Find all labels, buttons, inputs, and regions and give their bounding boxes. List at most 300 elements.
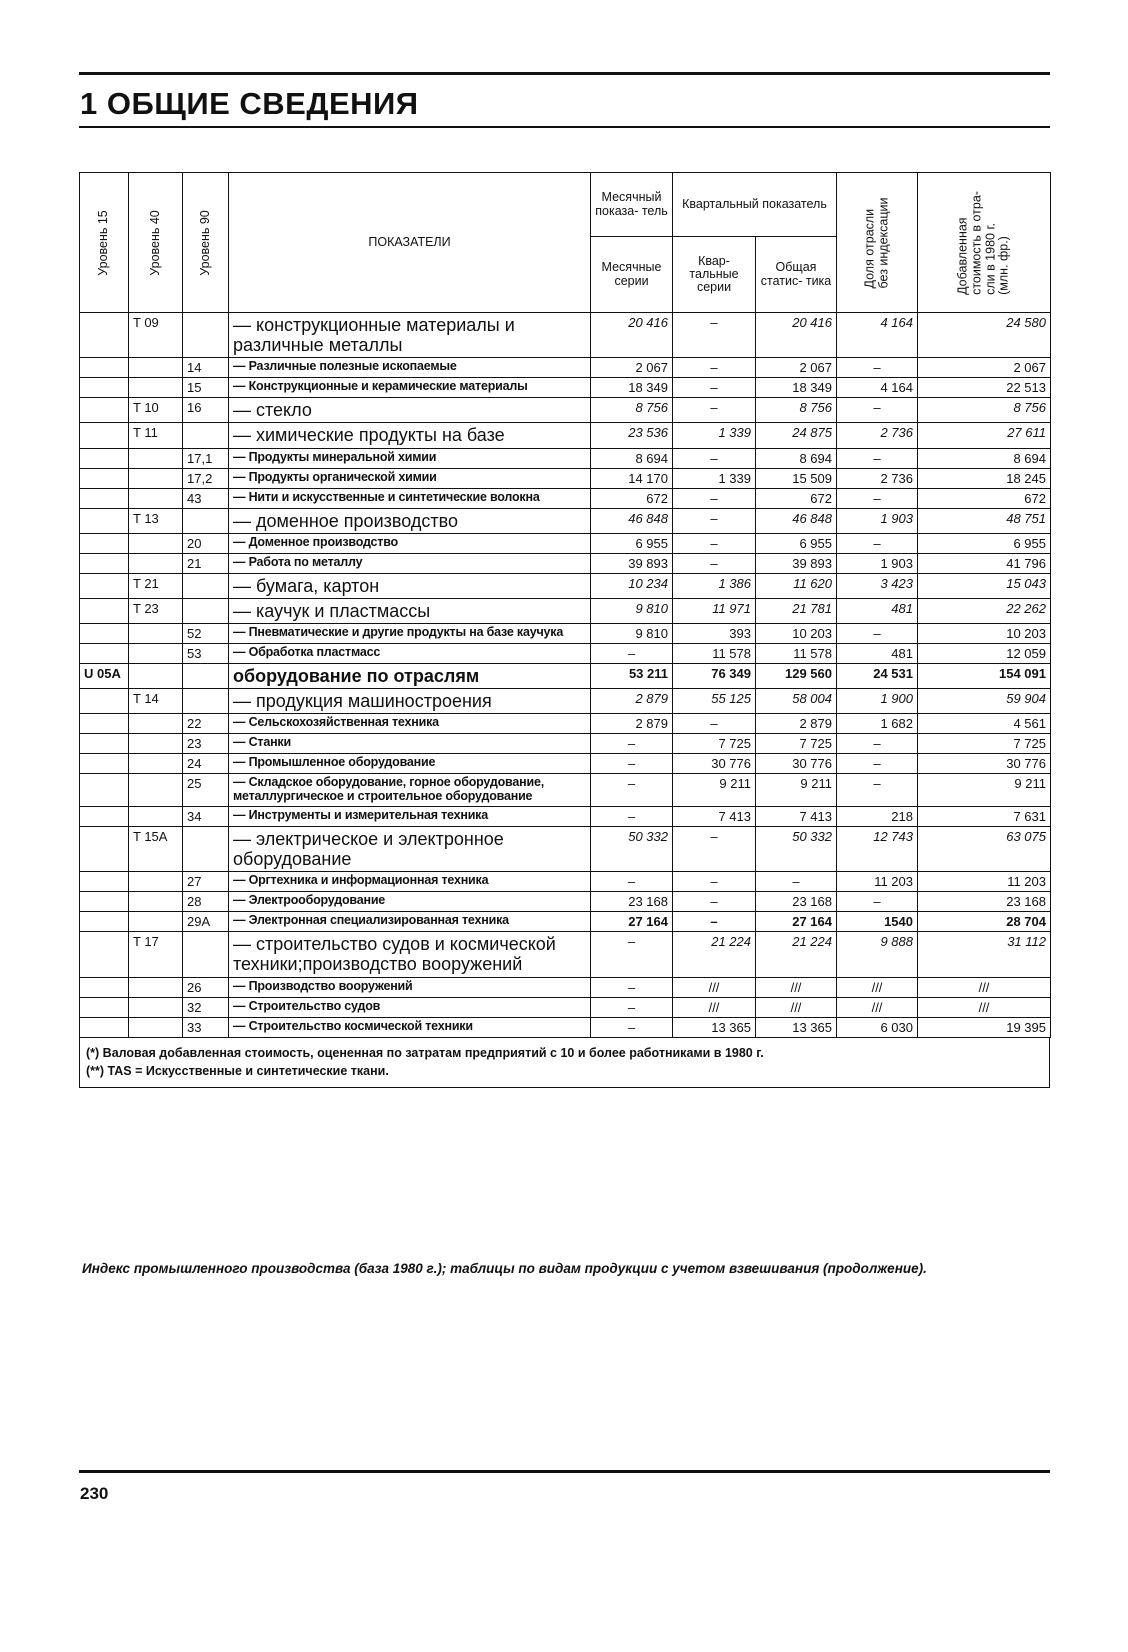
cell-l40 bbox=[129, 664, 183, 689]
cell-l15 bbox=[80, 468, 129, 488]
cell-l90: 53 bbox=[183, 644, 229, 664]
cell-name: — доменное производство bbox=[229, 508, 591, 533]
cell-a: 8 694 bbox=[918, 448, 1051, 468]
cell-l15: U 05A bbox=[80, 664, 129, 689]
cell-l15 bbox=[80, 624, 129, 644]
cell-a: 41 796 bbox=[918, 553, 1051, 573]
table-row bbox=[80, 533, 1051, 553]
cell-t: 11 578 bbox=[756, 644, 837, 664]
cell-m: 8 694 bbox=[591, 448, 673, 468]
cell-a: 12 059 bbox=[918, 644, 1051, 664]
cell-s: – bbox=[837, 488, 918, 508]
cell-name: — Пневматические и другие продукты на базе каучука bbox=[229, 624, 591, 644]
cell-l40 bbox=[129, 378, 183, 398]
cell-q: – bbox=[673, 398, 756, 423]
cell-l40 bbox=[129, 468, 183, 488]
cell-q: – bbox=[673, 553, 756, 573]
cell-s: 12 743 bbox=[837, 826, 918, 871]
cell-q: 1 386 bbox=[673, 573, 756, 598]
cell-t: 50 332 bbox=[756, 826, 837, 871]
cell-q: – bbox=[673, 508, 756, 533]
data-table-container bbox=[79, 172, 1050, 1088]
cell-a: 27 611 bbox=[918, 423, 1051, 448]
cell-l40 bbox=[129, 754, 183, 774]
cell-m: – bbox=[591, 644, 673, 664]
cell-l90: 52 bbox=[183, 624, 229, 644]
cell-l40: T 14 bbox=[129, 689, 183, 714]
cell-m: 20 416 bbox=[591, 313, 673, 358]
cell-l40 bbox=[129, 714, 183, 734]
cell-l15 bbox=[80, 1017, 129, 1037]
cell-a: 23 168 bbox=[918, 892, 1051, 912]
cell-q: – bbox=[673, 358, 756, 378]
table-row bbox=[80, 448, 1051, 468]
cell-a: 18 245 bbox=[918, 468, 1051, 488]
cell-s: – bbox=[837, 358, 918, 378]
cell-l40 bbox=[129, 488, 183, 508]
cell-q: – bbox=[673, 488, 756, 508]
table-row bbox=[80, 664, 1051, 689]
cell-q: 21 224 bbox=[673, 932, 756, 977]
cell-t: 30 776 bbox=[756, 754, 837, 774]
cell-m: 27 164 bbox=[591, 912, 673, 932]
cell-s: 1 903 bbox=[837, 553, 918, 573]
cell-l15 bbox=[80, 553, 129, 573]
cell-t: 13 365 bbox=[756, 1017, 837, 1037]
cell-l90: 33 bbox=[183, 1017, 229, 1037]
cell-t: 672 bbox=[756, 488, 837, 508]
cell-name: — Продукты минеральной химии bbox=[229, 448, 591, 468]
cell-s: 2 736 bbox=[837, 423, 918, 448]
cell-l40 bbox=[129, 533, 183, 553]
cell-q: – bbox=[673, 313, 756, 358]
cell-l90: 34 bbox=[183, 806, 229, 826]
cell-t: – bbox=[756, 872, 837, 892]
cell-s: 9 888 bbox=[837, 932, 918, 977]
cell-q: – bbox=[673, 448, 756, 468]
cell-s: – bbox=[837, 774, 918, 807]
cell-name: — электрическое и электронное оборудование bbox=[229, 826, 591, 871]
cell-l15 bbox=[80, 932, 129, 977]
cell-q: – bbox=[673, 892, 756, 912]
cell-a: 4 561 bbox=[918, 714, 1051, 734]
cell-l15 bbox=[80, 774, 129, 807]
cell-m: 53 211 bbox=[591, 664, 673, 689]
cell-l40 bbox=[129, 912, 183, 932]
cell-l40: T 11 bbox=[129, 423, 183, 448]
cell-a: 7 725 bbox=[918, 734, 1051, 754]
cell-m: 23 536 bbox=[591, 423, 673, 448]
table-row bbox=[80, 689, 1051, 714]
cell-name: — конструкционные материалы и различные металлы bbox=[229, 313, 591, 358]
footnote: (**) TAS = Искусственные и синтетические ткани. bbox=[86, 1064, 389, 1079]
cell-l40 bbox=[129, 734, 183, 754]
cell-m: – bbox=[591, 754, 673, 774]
table-row bbox=[80, 714, 1051, 734]
cell-name: — химические продукты на базе bbox=[229, 423, 591, 448]
table-row bbox=[80, 313, 1051, 358]
table-row bbox=[80, 488, 1051, 508]
cell-q: 76 349 bbox=[673, 664, 756, 689]
cell-t: 21 781 bbox=[756, 598, 837, 623]
table-row bbox=[80, 912, 1051, 932]
cell-a: 19 395 bbox=[918, 1017, 1051, 1037]
cell-l90 bbox=[183, 313, 229, 358]
quarterly-series-header: Квар- тальные серии bbox=[673, 237, 756, 313]
cell-l90: 14 bbox=[183, 358, 229, 378]
table-row bbox=[80, 932, 1051, 977]
cell-l90 bbox=[183, 573, 229, 598]
cell-a: 154 091 bbox=[918, 664, 1051, 689]
cell-l90: 21 bbox=[183, 553, 229, 573]
cell-l15 bbox=[80, 573, 129, 598]
cell-q: 13 365 bbox=[673, 1017, 756, 1037]
cell-t: /// bbox=[756, 977, 837, 997]
cell-name: — Доменное производство bbox=[229, 533, 591, 553]
cell-q: 9 211 bbox=[673, 774, 756, 807]
table-row bbox=[80, 977, 1051, 997]
cell-name: — Складское оборудование, горное оборудование, металлургическое и строительное оборудование bbox=[229, 774, 591, 807]
cell-l90: 23 bbox=[183, 734, 229, 754]
cell-name: — Различные полезные ископаемые bbox=[229, 358, 591, 378]
cell-l15 bbox=[80, 488, 129, 508]
cell-m: – bbox=[591, 1017, 673, 1037]
cell-l15 bbox=[80, 598, 129, 623]
cell-l15 bbox=[80, 826, 129, 871]
level15-header: Уровень 15 bbox=[80, 173, 129, 313]
cell-l15 bbox=[80, 358, 129, 378]
production-index-table bbox=[79, 172, 1051, 1038]
cell-a: 6 955 bbox=[918, 533, 1051, 553]
cell-a: 10 203 bbox=[918, 624, 1051, 644]
cell-l15 bbox=[80, 508, 129, 533]
cell-s: 1540 bbox=[837, 912, 918, 932]
page-title: 1 ОБЩИЕ СВЕДЕНИЯ bbox=[80, 86, 419, 121]
cell-l40: T 21 bbox=[129, 573, 183, 598]
cell-t: 24 875 bbox=[756, 423, 837, 448]
cell-l40 bbox=[129, 644, 183, 664]
cell-s: 24 531 bbox=[837, 664, 918, 689]
table-row bbox=[80, 624, 1051, 644]
cell-a: 11 203 bbox=[918, 872, 1051, 892]
cell-l15 bbox=[80, 689, 129, 714]
cell-s: 481 bbox=[837, 644, 918, 664]
table-body bbox=[80, 313, 1051, 1038]
cell-l90 bbox=[183, 826, 229, 871]
cell-t: 27 164 bbox=[756, 912, 837, 932]
cell-l90: 24 bbox=[183, 754, 229, 774]
cell-m: 9 810 bbox=[591, 598, 673, 623]
cell-l40 bbox=[129, 448, 183, 468]
cell-s: 4 164 bbox=[837, 313, 918, 358]
cell-s: 3 423 bbox=[837, 573, 918, 598]
cell-l90: 26 bbox=[183, 977, 229, 997]
cell-a: /// bbox=[918, 977, 1051, 997]
cell-m: 9 810 bbox=[591, 624, 673, 644]
cell-s: 11 203 bbox=[837, 872, 918, 892]
cell-l40 bbox=[129, 553, 183, 573]
cell-l15 bbox=[80, 754, 129, 774]
cell-t: 7 413 bbox=[756, 806, 837, 826]
cell-s: – bbox=[837, 398, 918, 423]
cell-l90: 43 bbox=[183, 488, 229, 508]
cell-l40: T 10 bbox=[129, 398, 183, 423]
cell-l40: T 15A bbox=[129, 826, 183, 871]
cell-a: 48 751 bbox=[918, 508, 1051, 533]
cell-l15 bbox=[80, 533, 129, 553]
cell-name: — Электронная специализированная техника bbox=[229, 912, 591, 932]
cell-a: /// bbox=[918, 997, 1051, 1017]
cell-s: 1 900 bbox=[837, 689, 918, 714]
cell-a: 2 067 bbox=[918, 358, 1051, 378]
cell-m: – bbox=[591, 997, 673, 1017]
cell-l15 bbox=[80, 714, 129, 734]
cell-name: — Работа по металлу bbox=[229, 553, 591, 573]
footnotes bbox=[79, 1038, 1050, 1089]
cell-q: /// bbox=[673, 997, 756, 1017]
table-row bbox=[80, 508, 1051, 533]
table-row bbox=[80, 598, 1051, 623]
cell-m: 2 879 bbox=[591, 689, 673, 714]
table-caption: Индекс промышленного производства (база 1980 г.); таблицы по видам продукции с учетом взвешивания (продолжение). bbox=[82, 1261, 927, 1276]
cell-t: 20 416 bbox=[756, 313, 837, 358]
cell-l40 bbox=[129, 977, 183, 997]
cell-l15 bbox=[80, 448, 129, 468]
level90-header: Уровень 90 bbox=[183, 173, 229, 313]
monthly-indicator-header: Месячный показа- тель bbox=[591, 173, 673, 237]
cell-t: 15 509 bbox=[756, 468, 837, 488]
cell-t: 23 168 bbox=[756, 892, 837, 912]
cell-t: 129 560 bbox=[756, 664, 837, 689]
table-row bbox=[80, 872, 1051, 892]
share-header: Доля отрасли без индексации bbox=[837, 173, 918, 313]
cell-l15 bbox=[80, 997, 129, 1017]
table-row bbox=[80, 774, 1051, 807]
cell-name: — каучук и пластмассы bbox=[229, 598, 591, 623]
cell-s: 218 bbox=[837, 806, 918, 826]
cell-name: — бумага, картон bbox=[229, 573, 591, 598]
cell-t: 9 211 bbox=[756, 774, 837, 807]
table-row bbox=[80, 806, 1051, 826]
cell-name: — Оргтехника и информационная техника bbox=[229, 872, 591, 892]
cell-m: 2 067 bbox=[591, 358, 673, 378]
table-row bbox=[80, 358, 1051, 378]
cell-t: 58 004 bbox=[756, 689, 837, 714]
cell-name: — продукция машиностроения bbox=[229, 689, 591, 714]
table-row bbox=[80, 573, 1051, 598]
table-row bbox=[80, 997, 1051, 1017]
cell-s: /// bbox=[837, 997, 918, 1017]
cell-a: 7 631 bbox=[918, 806, 1051, 826]
cell-a: 63 075 bbox=[918, 826, 1051, 871]
cell-m: 8 756 bbox=[591, 398, 673, 423]
indicators-header: ПОКАЗАТЕЛИ bbox=[229, 173, 591, 313]
cell-l90: 16 bbox=[183, 398, 229, 423]
cell-l90 bbox=[183, 508, 229, 533]
cell-l40 bbox=[129, 1017, 183, 1037]
cell-t: 2 067 bbox=[756, 358, 837, 378]
cell-t: 8 756 bbox=[756, 398, 837, 423]
cell-l40 bbox=[129, 872, 183, 892]
cell-q: 11 971 bbox=[673, 598, 756, 623]
cell-m: 50 332 bbox=[591, 826, 673, 871]
cell-a: 30 776 bbox=[918, 754, 1051, 774]
cell-t: 10 203 bbox=[756, 624, 837, 644]
cell-name: — Электрооборудование bbox=[229, 892, 591, 912]
cell-l90: 17,2 bbox=[183, 468, 229, 488]
cell-l90: 17,1 bbox=[183, 448, 229, 468]
cell-m: 2 879 bbox=[591, 714, 673, 734]
cell-a: 24 580 bbox=[918, 313, 1051, 358]
cell-m: – bbox=[591, 932, 673, 977]
cell-m: 18 349 bbox=[591, 378, 673, 398]
cell-name: — Нити и искусственные и синтетические волокна bbox=[229, 488, 591, 508]
cell-l15 bbox=[80, 912, 129, 932]
cell-name: — строительство судов и космической техники;производство вооружений bbox=[229, 932, 591, 977]
cell-q: – bbox=[673, 714, 756, 734]
cell-name: оборудование по отраслям bbox=[229, 664, 591, 689]
cell-l90: 20 bbox=[183, 533, 229, 553]
cell-s: 6 030 bbox=[837, 1017, 918, 1037]
header-row-1 bbox=[80, 173, 1051, 237]
cell-a: 31 112 bbox=[918, 932, 1051, 977]
cell-q: 7 725 bbox=[673, 734, 756, 754]
cell-m: – bbox=[591, 734, 673, 754]
cell-a: 22 262 bbox=[918, 598, 1051, 623]
cell-l90: 28 bbox=[183, 892, 229, 912]
cell-l90: 15 bbox=[183, 378, 229, 398]
cell-name: — стекло bbox=[229, 398, 591, 423]
cell-m: – bbox=[591, 806, 673, 826]
cell-q: 30 776 bbox=[673, 754, 756, 774]
cell-q: – bbox=[673, 533, 756, 553]
cell-l90: 32 bbox=[183, 997, 229, 1017]
cell-t: 46 848 bbox=[756, 508, 837, 533]
cell-l15 bbox=[80, 977, 129, 997]
cell-m: 23 168 bbox=[591, 892, 673, 912]
cell-q: 55 125 bbox=[673, 689, 756, 714]
cell-l15 bbox=[80, 892, 129, 912]
cell-l40 bbox=[129, 997, 183, 1017]
cell-name: — Строительство судов bbox=[229, 997, 591, 1017]
cell-l90 bbox=[183, 689, 229, 714]
cell-q: – bbox=[673, 872, 756, 892]
cell-l90: 29A bbox=[183, 912, 229, 932]
cell-name: — Промышленное оборудование bbox=[229, 754, 591, 774]
table-row bbox=[80, 734, 1051, 754]
top-rule bbox=[79, 72, 1050, 75]
cell-l90: 27 bbox=[183, 872, 229, 892]
bottom-rule bbox=[79, 1470, 1050, 1473]
cell-l15 bbox=[80, 398, 129, 423]
cell-q: – bbox=[673, 378, 756, 398]
cell-l40: T 23 bbox=[129, 598, 183, 623]
quarterly-indicator-header: Квартальный показатель bbox=[673, 173, 837, 237]
cell-t: 2 879 bbox=[756, 714, 837, 734]
table-row bbox=[80, 892, 1051, 912]
cell-s: 1 903 bbox=[837, 508, 918, 533]
cell-t: 8 694 bbox=[756, 448, 837, 468]
cell-a: 672 bbox=[918, 488, 1051, 508]
cell-name: — Производство вооружений bbox=[229, 977, 591, 997]
table-row bbox=[80, 423, 1051, 448]
cell-s: 481 bbox=[837, 598, 918, 623]
table-row bbox=[80, 468, 1051, 488]
cell-t: 21 224 bbox=[756, 932, 837, 977]
cell-q: 7 413 bbox=[673, 806, 756, 826]
cell-m: – bbox=[591, 774, 673, 807]
cell-name: — Инструменты и измерительная техника bbox=[229, 806, 591, 826]
table-row bbox=[80, 1017, 1051, 1037]
cell-name: — Обработка пластмасс bbox=[229, 644, 591, 664]
table-row bbox=[80, 644, 1051, 664]
cell-l90 bbox=[183, 598, 229, 623]
title-underline bbox=[79, 126, 1050, 128]
cell-s: – bbox=[837, 734, 918, 754]
cell-l15 bbox=[80, 313, 129, 358]
cell-m: 672 bbox=[591, 488, 673, 508]
cell-q: 11 578 bbox=[673, 644, 756, 664]
cell-s: – bbox=[837, 533, 918, 553]
cell-name: — Продукты органической химии bbox=[229, 468, 591, 488]
cell-l15 bbox=[80, 378, 129, 398]
cell-l90 bbox=[183, 664, 229, 689]
cell-t: 7 725 bbox=[756, 734, 837, 754]
cell-s: 1 682 bbox=[837, 714, 918, 734]
cell-t: 39 893 bbox=[756, 553, 837, 573]
cell-l90 bbox=[183, 423, 229, 448]
table-row bbox=[80, 553, 1051, 573]
cell-l15 bbox=[80, 872, 129, 892]
cell-l40: T 13 bbox=[129, 508, 183, 533]
cell-s: – bbox=[837, 448, 918, 468]
cell-l15 bbox=[80, 644, 129, 664]
cell-m: – bbox=[591, 977, 673, 997]
cell-l15 bbox=[80, 806, 129, 826]
footnote: (*) Валовая добавленная стоимость, оцененная по затратам предприятий с 10 и более работниками в 1980 г. bbox=[86, 1045, 764, 1060]
cell-s: – bbox=[837, 892, 918, 912]
cell-l90: 25 bbox=[183, 774, 229, 807]
added-value-header: Добавленная стоимость в отра- сли в 1980 г. (млн. фр.) bbox=[918, 173, 1051, 313]
cell-l40: T 09 bbox=[129, 313, 183, 358]
cell-l40 bbox=[129, 806, 183, 826]
cell-s: 2 736 bbox=[837, 468, 918, 488]
cell-q: 1 339 bbox=[673, 468, 756, 488]
cell-a: 9 211 bbox=[918, 774, 1051, 807]
level40-header: Уровень 40 bbox=[129, 173, 183, 313]
cell-s: – bbox=[837, 754, 918, 774]
cell-name: — Конструкционные и керамические материалы bbox=[229, 378, 591, 398]
cell-m: 46 848 bbox=[591, 508, 673, 533]
cell-l90 bbox=[183, 932, 229, 977]
cell-a: 22 513 bbox=[918, 378, 1051, 398]
cell-l40 bbox=[129, 892, 183, 912]
page-number: 230 bbox=[80, 1484, 109, 1503]
cell-q: – bbox=[673, 912, 756, 932]
cell-s: – bbox=[837, 624, 918, 644]
cell-a: 8 756 bbox=[918, 398, 1051, 423]
cell-l40: T 17 bbox=[129, 932, 183, 977]
cell-a: 59 904 bbox=[918, 689, 1051, 714]
table-row bbox=[80, 826, 1051, 871]
cell-q: – bbox=[673, 826, 756, 871]
cell-l40 bbox=[129, 774, 183, 807]
monthly-series-header: Месячные серии bbox=[591, 237, 673, 313]
cell-s: 4 164 bbox=[837, 378, 918, 398]
cell-a: 28 704 bbox=[918, 912, 1051, 932]
cell-m: 6 955 bbox=[591, 533, 673, 553]
total-stats-header: Общая статис- тика bbox=[756, 237, 837, 313]
